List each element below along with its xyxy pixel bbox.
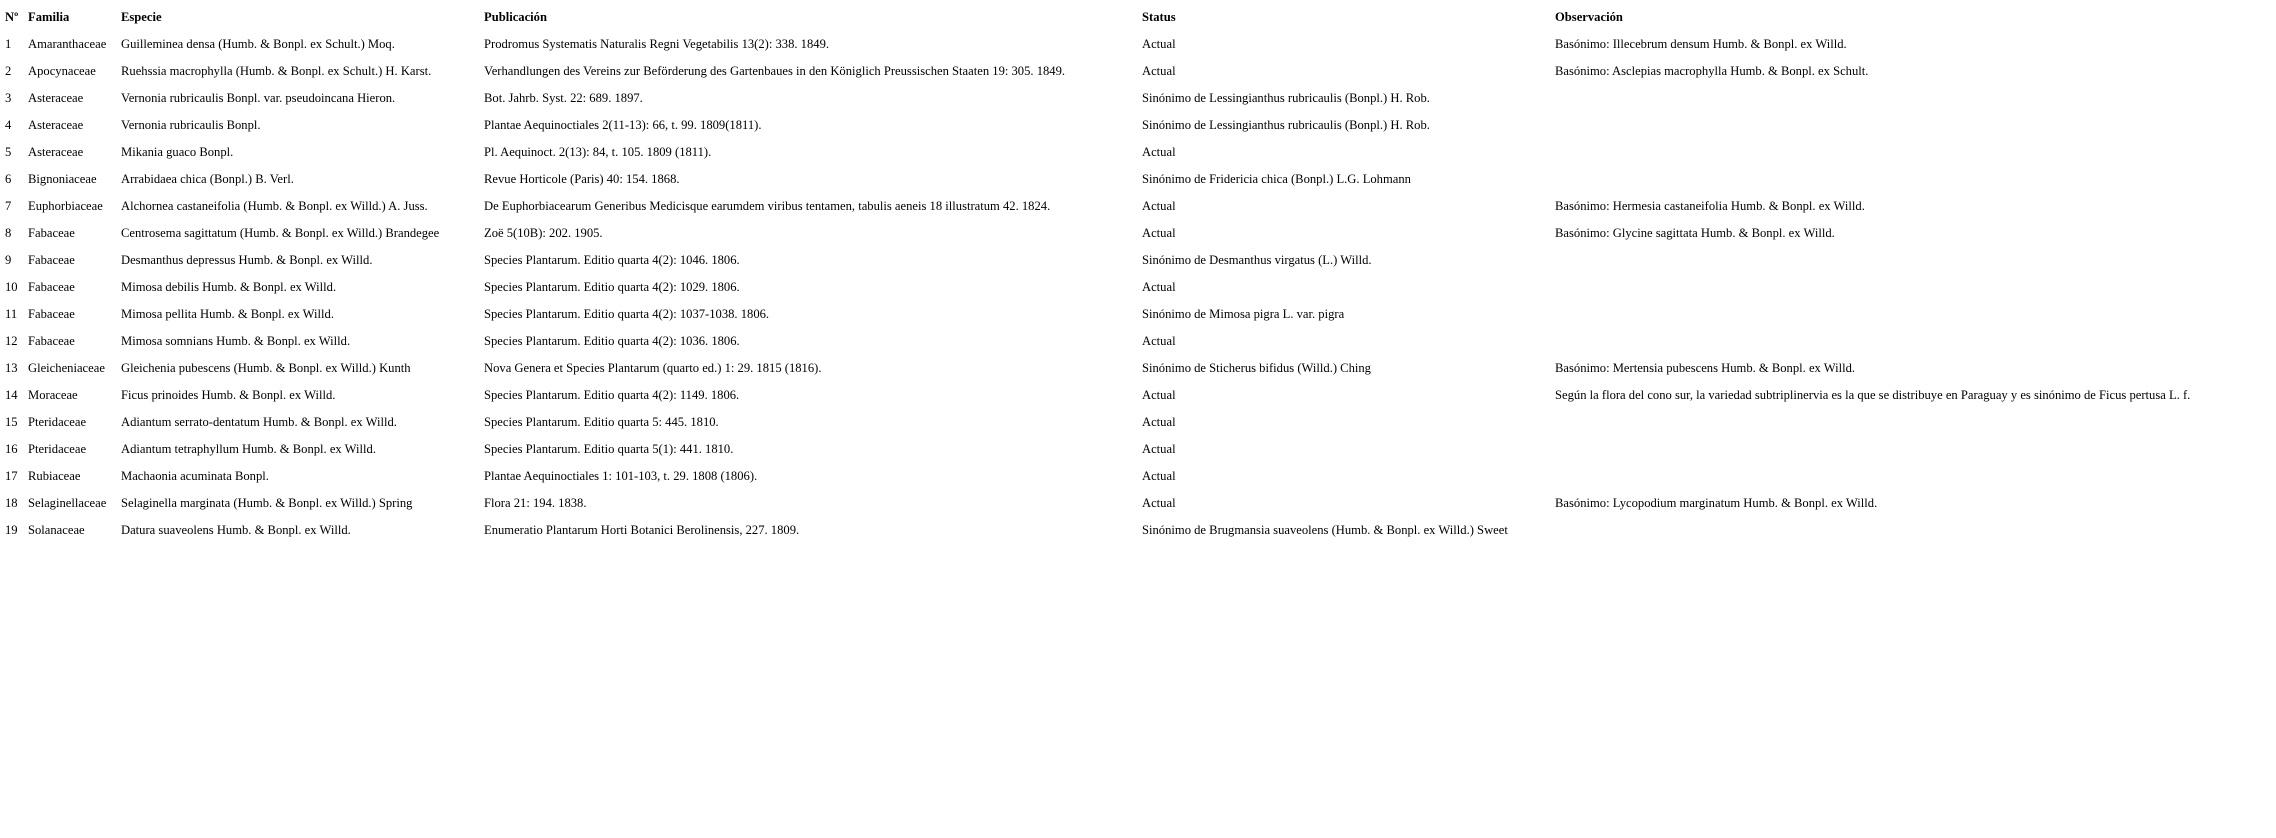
cell-publicacion: De Euphorbiacearum Generibus Medicisque earumdem viribus tentamen, tabulis aeneis 18 illustratum 42. 1824. bbox=[484, 199, 1051, 213]
cell-observacion: Basónimo: Illecebrum densum Humb. & Bonpl. ex Willd. bbox=[1555, 37, 1847, 51]
cell-familia: Fabaceae bbox=[28, 226, 75, 240]
cell-num: 15 bbox=[5, 415, 18, 429]
table-body bbox=[5, 32, 2198, 545]
table-row bbox=[5, 221, 2198, 248]
cell-familia: Asteraceae bbox=[28, 145, 84, 159]
cell-status: Actual bbox=[1142, 226, 1176, 240]
cell-observacion: Basónimo: Lycopodium marginatum Humb. & Bonpl. ex Willd. bbox=[1555, 496, 1878, 510]
table-row bbox=[5, 59, 2198, 86]
cell-status: Actual bbox=[1142, 415, 1176, 429]
header-familia: Familia bbox=[28, 10, 70, 24]
cell-especie: Arrabidaea chica (Bonpl.) B. Verl. bbox=[121, 172, 294, 186]
cell-publicacion: Revue Horticole (Paris) 40: 154. 1868. bbox=[484, 172, 680, 186]
cell-num: 7 bbox=[5, 199, 12, 213]
cell-num: 14 bbox=[5, 388, 18, 402]
table-row bbox=[5, 86, 2198, 113]
cell-num: 12 bbox=[5, 334, 18, 348]
cell-especie: Mikania guaco Bonpl. bbox=[121, 145, 234, 159]
table-row bbox=[5, 32, 2198, 59]
cell-status: Actual bbox=[1142, 334, 1176, 348]
cell-familia: Euphorbiaceae bbox=[28, 199, 103, 213]
cell-familia: Pteridaceae bbox=[28, 442, 87, 456]
cell-especie: Ficus prinoides Humb. & Bonpl. ex Willd. bbox=[121, 388, 336, 402]
cell-status: Sinónimo de Fridericia chica (Bonpl.) L.G. Lohmann bbox=[1142, 172, 1411, 186]
cell-observacion: Basónimo: Mertensia pubescens Humb. & Bonpl. ex Willd. bbox=[1555, 361, 1856, 375]
cell-familia: Fabaceae bbox=[28, 334, 75, 348]
cell-observacion bbox=[1555, 329, 2198, 356]
cell-status: Actual bbox=[1142, 496, 1176, 510]
cell-status: Actual bbox=[1142, 442, 1176, 456]
cell-num: 18 bbox=[5, 496, 18, 510]
cell-observacion bbox=[1555, 410, 2198, 437]
cell-publicacion: Nova Genera et Species Plantarum (quarto ed.) 1: 29. 1815 (1816). bbox=[484, 361, 822, 375]
cell-familia: Moraceae bbox=[28, 388, 78, 402]
cell-especie: Centrosema sagittatum (Humb. & Bonpl. ex Willd.) Brandegee bbox=[121, 226, 440, 240]
table-row bbox=[5, 383, 2198, 410]
table-row bbox=[5, 275, 2198, 302]
cell-num: 8 bbox=[5, 226, 12, 240]
cell-especie: Datura suaveolens Humb. & Bonpl. ex Willd. bbox=[121, 523, 351, 537]
cell-especie: Gleichenia pubescens (Humb. & Bonpl. ex Willd.) Kunth bbox=[121, 361, 411, 375]
cell-status: Sinónimo de Brugmansia suaveolens (Humb. & Bonpl. ex Willd.) Sweet bbox=[1142, 523, 1508, 537]
table-row bbox=[5, 194, 2198, 221]
cell-publicacion: Species Plantarum. Editio quarta 4(2): 1037-1038. 1806. bbox=[484, 307, 770, 321]
cell-especie: Mimosa debilis Humb. & Bonpl. ex Willd. bbox=[121, 280, 337, 294]
cell-status: Actual bbox=[1142, 145, 1176, 159]
cell-observacion bbox=[1555, 518, 2198, 545]
cell-familia: Asteraceae bbox=[28, 118, 84, 132]
cell-num: 16 bbox=[5, 442, 18, 456]
table-row bbox=[5, 437, 2198, 464]
cell-publicacion: Pl. Aequinoct. 2(13): 84, t. 105. 1809 (1811). bbox=[484, 145, 712, 159]
table-row bbox=[5, 248, 2198, 275]
cell-publicacion: Species Plantarum. Editio quarta 4(2): 1036. 1806. bbox=[484, 334, 740, 348]
cell-especie: Mimosa pellita Humb. & Bonpl. ex Willd. bbox=[121, 307, 334, 321]
cell-publicacion: Species Plantarum. Editio quarta 4(2): 1046. 1806. bbox=[484, 253, 740, 267]
table-row bbox=[5, 329, 2198, 356]
cell-especie: Ruehssia macrophylla (Humb. & Bonpl. ex Schult.) H. Karst. bbox=[121, 64, 432, 78]
cell-observacion bbox=[1555, 167, 2198, 194]
cell-publicacion: Verhandlungen des Vereins zur Beförderung des Gartenbaues in den Königlich Preussischen Staaten 19: 305. 1849. bbox=[484, 64, 1066, 78]
cell-publicacion: Prodromus Systematis Naturalis Regni Vegetabilis 13(2): 338. 1849. bbox=[484, 37, 830, 51]
cell-status: Sinónimo de Desmanthus virgatus (L.) Willd. bbox=[1142, 253, 1372, 267]
cell-observacion: Basónimo: Glycine sagittata Humb. & Bonpl. ex Willd. bbox=[1555, 226, 1835, 240]
header-num: Nº bbox=[5, 10, 19, 24]
header-observacion: Observación bbox=[1555, 10, 1623, 24]
cell-num: 10 bbox=[5, 280, 18, 294]
cell-observacion: Según la flora del cono sur, la variedad subtriplinervia es la que se distribuye en Paraguay y es sinónimo de Ficus pertusa L. f. bbox=[1555, 388, 2191, 402]
cell-publicacion: Bot. Jahrb. Syst. 22: 689. 1897. bbox=[484, 91, 643, 105]
cell-publicacion: Enumeratio Plantarum Horti Botanici Berolinensis, 227. 1809. bbox=[484, 523, 800, 537]
cell-observacion bbox=[1555, 302, 2198, 329]
cell-num: 4 bbox=[5, 118, 12, 132]
cell-status: Actual bbox=[1142, 388, 1176, 402]
cell-observacion bbox=[1555, 140, 2198, 167]
cell-especie: Mimosa somnians Humb. & Bonpl. ex Willd. bbox=[121, 334, 351, 348]
cell-familia: Gleicheniaceae bbox=[28, 361, 105, 375]
cell-especie: Alchornea castaneifolia (Humb. & Bonpl. ex Willd.) A. Juss. bbox=[121, 199, 428, 213]
header-row bbox=[5, 5, 2198, 32]
header-especie: Especie bbox=[121, 10, 162, 24]
cell-observacion bbox=[1555, 86, 2198, 113]
table-row bbox=[5, 140, 2198, 167]
cell-observacion bbox=[1555, 464, 2198, 491]
cell-status: Actual bbox=[1142, 37, 1176, 51]
table-row bbox=[5, 302, 2198, 329]
cell-especie: Adiantum serrato-dentatum Humb. & Bonpl. ex Willd. bbox=[121, 415, 397, 429]
cell-publicacion: Plantae Aequinoctiales 1: 101-103, t. 29. 1808 (1806). bbox=[484, 469, 758, 483]
cell-familia: Amaranthaceae bbox=[28, 37, 107, 51]
cell-status: Sinónimo de Sticherus bifidus (Willd.) Ching bbox=[1142, 361, 1371, 375]
cell-num: 5 bbox=[5, 145, 12, 159]
cell-status: Actual bbox=[1142, 280, 1176, 294]
cell-familia: Asteraceae bbox=[28, 91, 84, 105]
cell-status: Actual bbox=[1142, 199, 1176, 213]
cell-observacion bbox=[1555, 275, 2198, 302]
cell-familia: Pteridaceae bbox=[28, 415, 87, 429]
cell-publicacion: Species Plantarum. Editio quarta 4(2): 1149. 1806. bbox=[484, 388, 740, 402]
cell-publicacion: Species Plantarum. Editio quarta 5: 445. 1810. bbox=[484, 415, 719, 429]
table-row bbox=[5, 491, 2198, 518]
cell-familia: Fabaceae bbox=[28, 307, 75, 321]
cell-observacion bbox=[1555, 113, 2198, 140]
cell-num: 11 bbox=[5, 307, 18, 321]
cell-publicacion: Zoë 5(10B): 202. 1905. bbox=[484, 226, 603, 240]
cell-familia: Fabaceae bbox=[28, 253, 75, 267]
cell-num: 9 bbox=[5, 253, 12, 267]
cell-num: 17 bbox=[5, 469, 18, 483]
header-status: Status bbox=[1142, 10, 1176, 24]
cell-num: 2 bbox=[5, 64, 12, 78]
cell-familia: Selaginellaceae bbox=[28, 496, 107, 510]
cell-observacion: Basónimo: Asclepias macrophylla Humb. & Bonpl. ex Schult. bbox=[1555, 64, 1869, 78]
cell-publicacion: Species Plantarum. Editio quarta 4(2): 1029. 1806. bbox=[484, 280, 740, 294]
cell-especie: Vernonia rubricaulis Bonpl. var. pseudoincana Hieron. bbox=[121, 91, 396, 105]
table-row bbox=[5, 410, 2198, 437]
cell-familia: Bignoniaceae bbox=[28, 172, 97, 186]
cell-observacion: Basónimo: Hermesia castaneifolia Humb. & Bonpl. ex Willd. bbox=[1555, 199, 1865, 213]
cell-status: Sinónimo de Lessingianthus rubricaulis (Bonpl.) H. Rob. bbox=[1142, 118, 1430, 132]
table-header bbox=[5, 5, 2198, 32]
cell-especie: Vernonia rubricaulis Bonpl. bbox=[121, 118, 261, 132]
cell-publicacion: Flora 21: 194. 1838. bbox=[484, 496, 587, 510]
cell-num: 1 bbox=[5, 37, 12, 51]
header-publicacion: Publicación bbox=[484, 10, 547, 24]
table-row bbox=[5, 518, 2198, 545]
cell-num: 6 bbox=[5, 172, 12, 186]
cell-publicacion: Species Plantarum. Editio quarta 5(1): 441. 1810. bbox=[484, 442, 734, 456]
cell-especie: Machaonia acuminata Bonpl. bbox=[121, 469, 269, 483]
cell-status: Actual bbox=[1142, 64, 1176, 78]
table-row bbox=[5, 464, 2198, 491]
cell-especie: Adiantum tetraphyllum Humb. & Bonpl. ex Willd. bbox=[121, 442, 376, 456]
cell-familia: Solanaceae bbox=[28, 523, 85, 537]
cell-publicacion: Plantae Aequinoctiales 2(11-13): 66, t. 99. 1809(1811). bbox=[484, 118, 762, 132]
table-row bbox=[5, 356, 2198, 383]
cell-observacion bbox=[1555, 437, 2198, 464]
cell-familia: Apocynaceae bbox=[28, 64, 96, 78]
cell-status: Sinónimo de Mimosa pigra L. var. pigra bbox=[1142, 307, 1345, 321]
table-row bbox=[5, 113, 2198, 140]
species-table bbox=[5, 5, 2198, 545]
cell-num: 3 bbox=[5, 91, 12, 105]
cell-num: 19 bbox=[5, 523, 18, 537]
cell-especie: Desmanthus depressus Humb. & Bonpl. ex Willd. bbox=[121, 253, 373, 267]
cell-num: 13 bbox=[5, 361, 18, 375]
cell-status: Actual bbox=[1142, 469, 1176, 483]
cell-familia: Fabaceae bbox=[28, 280, 75, 294]
cell-especie: Guilleminea densa (Humb. & Bonpl. ex Schult.) Moq. bbox=[121, 37, 395, 51]
cell-observacion bbox=[1555, 248, 2198, 275]
cell-especie: Selaginella marginata (Humb. & Bonpl. ex Willd.) Spring bbox=[121, 496, 413, 510]
table-row bbox=[5, 167, 2198, 194]
cell-status: Sinónimo de Lessingianthus rubricaulis (Bonpl.) H. Rob. bbox=[1142, 91, 1430, 105]
cell-familia: Rubiaceae bbox=[28, 469, 81, 483]
